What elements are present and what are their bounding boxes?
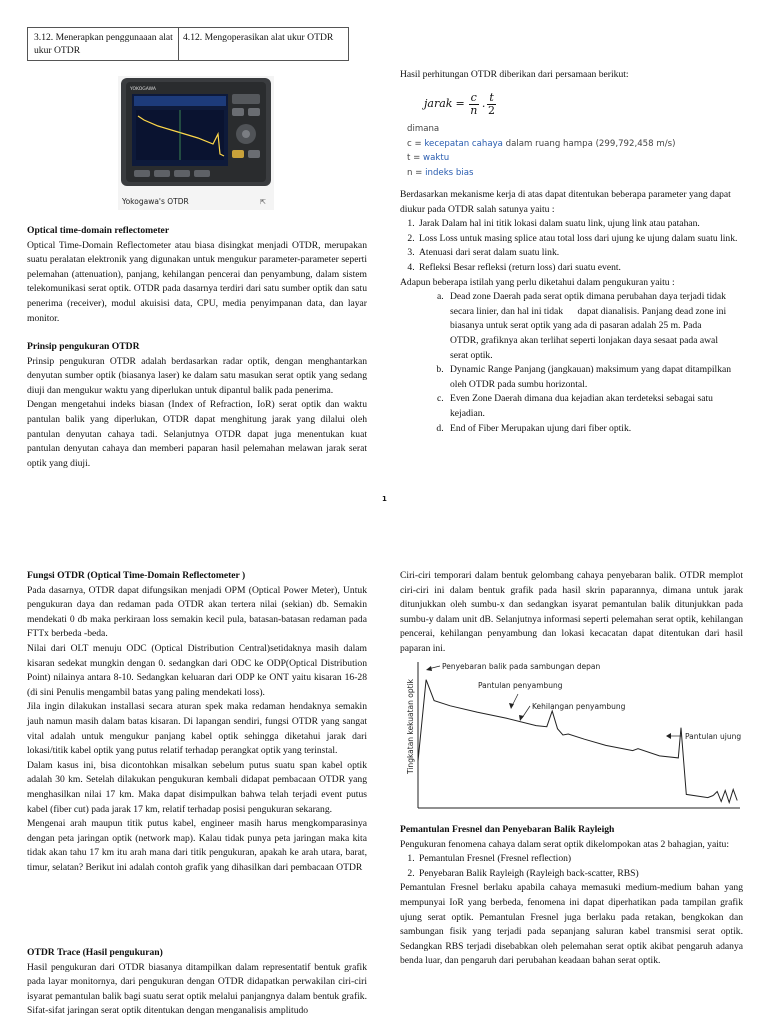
- list-item: 4. Refleksi Besar refleksi (return loss) dari suatu event.: [417, 261, 745, 276]
- parameters-list: [400, 217, 745, 275]
- principle-paragraph-1: Prinsip pengukuran OTDR adalah berdasarkan radar optik, dengan menghantarkan denyutan sumber optik (biasanya laser) ke dalam satu masukan serat optik yang sedang diuji dan mengukur waktu yang diperlukan untuk dipantul balik pada penerima.: [27, 355, 367, 396]
- distance-formula: [424, 89, 496, 119]
- list-item: 2. Penyebaran Balik Rayleigh (Rayleigh back-scatter, RBS): [417, 867, 743, 882]
- def-n-link[interactable]: indeks bias: [425, 167, 474, 178]
- defs-title: dimana: [407, 124, 440, 134]
- def-c-suffix: dalam ruang hampa (299,792,458 m/s): [502, 138, 676, 149]
- photo-caption: Yokogawa's OTDR: [122, 197, 189, 206]
- section-otdr-trace: [27, 946, 367, 1019]
- list-item: b. Dynamic Range Panjang (jangkauan) maksimum yang dapat ditampilkan oleh OTDR pada sumbu horizontal.: [446, 363, 737, 392]
- fresnel-list: [400, 852, 743, 881]
- annotation-end-reflection: [666, 732, 741, 741]
- def-c-link[interactable]: kecepatan cahaya: [424, 138, 503, 149]
- formula-fraction-1: [469, 92, 479, 117]
- section-otdr-function: [27, 569, 367, 875]
- def-t-prefix: t =: [407, 153, 424, 163]
- trace-series-line: [418, 680, 713, 798]
- list-item: a. Dead zone Daerah pada serat optik dimana perubahan daya terjadi tidak secara linier, dan hal ini tidak dapat dianalisis. Panjang dead zone ini biasanya untuk serat optik yang ada di pasaran adalah 25 m. Pada OTDR, grafiknya akan terlihat seperti lonjakan daya sesaat pada awal serat optik.: [446, 290, 737, 363]
- annotation-label: Pantulan ujung: [685, 732, 742, 741]
- y-axis-label: Tingkatan kekuatan optik: [406, 679, 415, 774]
- section-measurement-principle: [27, 340, 367, 471]
- def-n-prefix: n =: [407, 167, 426, 178]
- heading-fresnel-rayleigh: Pemantulan Fresnel dan Penyebaran Balik Rayleigh: [400, 824, 615, 835]
- annotation-label: Kehilangan penyambung: [532, 702, 626, 711]
- competency-cell-1: 3.12. Menerapkan penggunaaan alat ukur OTDR: [28, 28, 179, 61]
- def-c: [407, 137, 747, 152]
- annotation-label: Pantulan penyambung: [478, 681, 563, 690]
- page-number: 1: [382, 495, 387, 503]
- formula-2: 2: [488, 103, 496, 117]
- annotation-label: Penyebaran balik pada sambungan depan: [442, 662, 601, 671]
- measurable-parameters: [400, 188, 745, 436]
- def-t-link[interactable]: waktu: [423, 153, 450, 163]
- list-item: 1. Jarak Dalam hal ini titik lokasi dalam suatu link, ujung link atau patahan.: [417, 217, 745, 232]
- fresnel-intro: Pengukuran fenomena cahaya dalam serat optik dikelompokan atas 2 bahagian, yaitu:: [400, 838, 730, 850]
- function-paragraph-3: Jila ingin dilakukan installasi secara aturan spek maka redaman hendaknya semakin jauh namun masih dalam batas kisaran. Di lapangan sendiri, fungsi OTDR yang sangat vital adalah untuk mengukur panjang kabel optik sehingga diketahui jarak dari lokasi/titik kabel optik yang putus relatif terhadap perangkat optik yang terinstal.: [27, 701, 367, 757]
- function-paragraph-2: Nilai dari OLT menuju ODC (Optical Distribution Central)setidaknya masih dalam kisaran sedekat mungkin dengan 0. sedangkan dari ODC ke ODP(Optical Distribution Point) nilainya antara 8-10. Sedangkan keluaran dari ODP ke ONT yaitu kisaran 16-28 (di sini Penulis mengambil batas yang paling mendekati loss).: [27, 642, 367, 698]
- competency-cell-2: 4.12. Mengoperasikan alat ukur OTDR: [179, 28, 349, 61]
- formula-lhs: jarak: [424, 96, 453, 110]
- fresnel-paragraph: Pemantulan Fresnel berlaku apabila cahaya memasuki medium-medium bahan yang mempunyai IoR yang berbeda, fenomena ini dapat diperhatikan pada tampilan grafik ujung serat optik. Pemantulan Fresnel juga berlaku pada retakan, bengkokan dan sambungan fisik yang terjadi pada sepanjang saluran kabel transmisi serat optik. Sedangkan RBS terjadi disebabkan oleh pelemahan serat optik akibat pengaruh adanya benda luar, dan pengaruh dari perubahan keadaan bahan serat optik.: [400, 882, 743, 967]
- competency-table: [27, 27, 349, 61]
- list-item: d. End of Fiber Merupakan ujung dari fiber optik.: [446, 422, 737, 437]
- annotation-front-backscatter: [426, 662, 601, 671]
- formula-equals: =: [455, 96, 465, 110]
- heading-function-rest: (Optical Time-Domain Reflectometer ): [84, 570, 246, 581]
- otdr-photo: [118, 76, 274, 210]
- def-t: [407, 151, 747, 166]
- formula-intro: Hasil perhitungan OTDR diberikan dari persamaan berikut:: [400, 69, 629, 80]
- function-paragraph-1: Pada dasarnya, OTDR dapat difungsikan menjadi OPM (Optical Power Meter), Untuk pengukuran daya dan redaman pada OTDR akan tertera nilai (sekian) db. Semakin mendekati 0 db maka perkiraan loss semakin kecil pula, batasan-batasan redaman pada FTTx berbeda -beda.: [27, 584, 367, 640]
- otdr-device-image: [118, 76, 274, 210]
- def-c-prefix: c =: [407, 138, 425, 149]
- heading-otdr-function: [27, 569, 367, 584]
- enlarge-icon: ⇱: [260, 198, 266, 206]
- list-item: c. Even Zone Daerah dimana dua kejadian akan terdeteksi sebagai satu kejadian.: [446, 392, 737, 421]
- formula-t: t: [489, 90, 494, 104]
- terms-intro: Adapun beberapa istilah yang perlu diketahui dalam pengukuran yaitu :: [400, 276, 675, 288]
- terms-list: [400, 290, 745, 436]
- otdr-trace-chart: [400, 656, 745, 816]
- device-brand: YOKOGAWA: [130, 87, 156, 92]
- heading-measurement-principle: Prinsip pengukuran OTDR: [27, 341, 140, 352]
- formula-fraction-2: [487, 92, 495, 117]
- heading-otdr-definition: Optical time-domain reflectometer: [27, 225, 170, 236]
- annotation-connector-loss: [519, 702, 626, 721]
- otdr-definition-text: Optical Time-Domain Reflectometer atau biasa disingkat menjadi OTDR, merupakan suatu peralatan elektronik yang digunakan untuk mengukur parameter-parameter seperti pelemahan (attenuation), panjang, kehilangan pencerai dan penyambung, dalam sistem telekomunikasi serat optik. OTDR pada dasarnya terdiri dari satu sumber optik dan satu penerima (receiver), modul akuisisi data, CPU, media penyimpanan data, dan layar monitor.: [27, 239, 367, 324]
- formula-c: c: [470, 90, 477, 104]
- function-paragraph-4: Dalam kasus ini, bisa dicontohkan misalkan sebelum putus suatu span kabel optik adalah 30 km. Setelah dilakukan pengukuran kembali didapat pembacaan OTDR yang menghasilkan nilai 17 km. Maka dapat disimpulkan bahwa telah terjadi event putus kabel (fiber cut) pada jarak 17 km, relatif terhadap posisi pengukuran sekarang.: [27, 759, 367, 815]
- list-item: 1. Pemantulan Fresnel (Fresnel reflection): [417, 852, 743, 867]
- formula-n: n: [470, 103, 478, 117]
- heading-function-bold: Fungsi OTDR: [27, 570, 85, 581]
- formula-definitions: [407, 122, 747, 180]
- otdr-trace-svg: [400, 656, 745, 816]
- formula-dot: .: [481, 96, 486, 110]
- def-n: [407, 166, 747, 181]
- backscatter-description: Ciri-ciri temporari dalam bentuk gelombang cahaya penyebaran balik. OTDR memplot ciri-ciri ini dalam bentuk grafik pada hasil skrin paparannya, dimana untuk jarak ditunjukkan oleh sumbu-x dan sedangkan isyarat pemantulan balik ditunjukkan pada sumbu-y dalam unit dB. Selanjutnya informasi seperti pelemahan serat optik, kehilangan pencerai, kehilangan penyambung dan lokasi kecacatan dapat ditentukan dari hasil paparan ini.: [400, 570, 743, 654]
- heading-otdr-trace: OTDR Trace (Hasil pengukuran): [27, 947, 163, 958]
- trace-noise-tail: [713, 790, 737, 803]
- section-fresnel-rayleigh: [400, 823, 743, 969]
- parameters-intro: Berdasarkan mekanisme kerja di atas dapat ditentukan beberapa parameter yang dapat diukur pada OTDR salah satunya yaitu :: [400, 189, 731, 215]
- list-item: 3. Atenuasi dari serat dalam suatu link.: [417, 246, 745, 261]
- section-otdr-definition: [27, 224, 367, 326]
- function-paragraph-5: Mengenai arah maupun titik putus kabel, engineer masih harus mengkomparasinya dengan peta jaringan optik (network map). Kalau tidak punya peta jaringan maka kita tidak akan tahu 17 km itu arah mana dari titik pengukuran, apakah ke arah utara, barat, timur, selatan? Berikut ini adalah contoh grafik yang dihasilkan dari pembacaan OTDR: [27, 818, 367, 873]
- list-item: 2. Loss Loss untuk masing splice atau total loss dari ujung ke ujung dalam suatu link.: [417, 232, 745, 247]
- principle-paragraph-2: Dengan mengetahui indeks biasan (Index of Refraction, IoR) serat optik dan waktu pantulan balik yang diperlukan, OTDR dapat menghitung jarak yang dilalui oleh pantulan denyutan cahaya tadi. Selanjutnya OTDR dapat juga menentukan kuat pantulan denyutan cahaya dan memberi paparan hasil pelemahan melawan jarak serat optik yang diuji.: [27, 399, 367, 469]
- trace-paragraph: Hasil pengukuran dari OTDR biasanya ditampilkan dalam representatif bentuk grafik pada layar monitornya, dari pengukuran dengan OTDR didapatkan perwakilan ciri-ciri isyarat pemantulan balik bagi suatu serat optik melalui panjangnya dalam bentuk grafik. Sifat-sifat jaringan serat optik ditentukan dengan menganalisis amplitudo: [27, 961, 367, 1017]
